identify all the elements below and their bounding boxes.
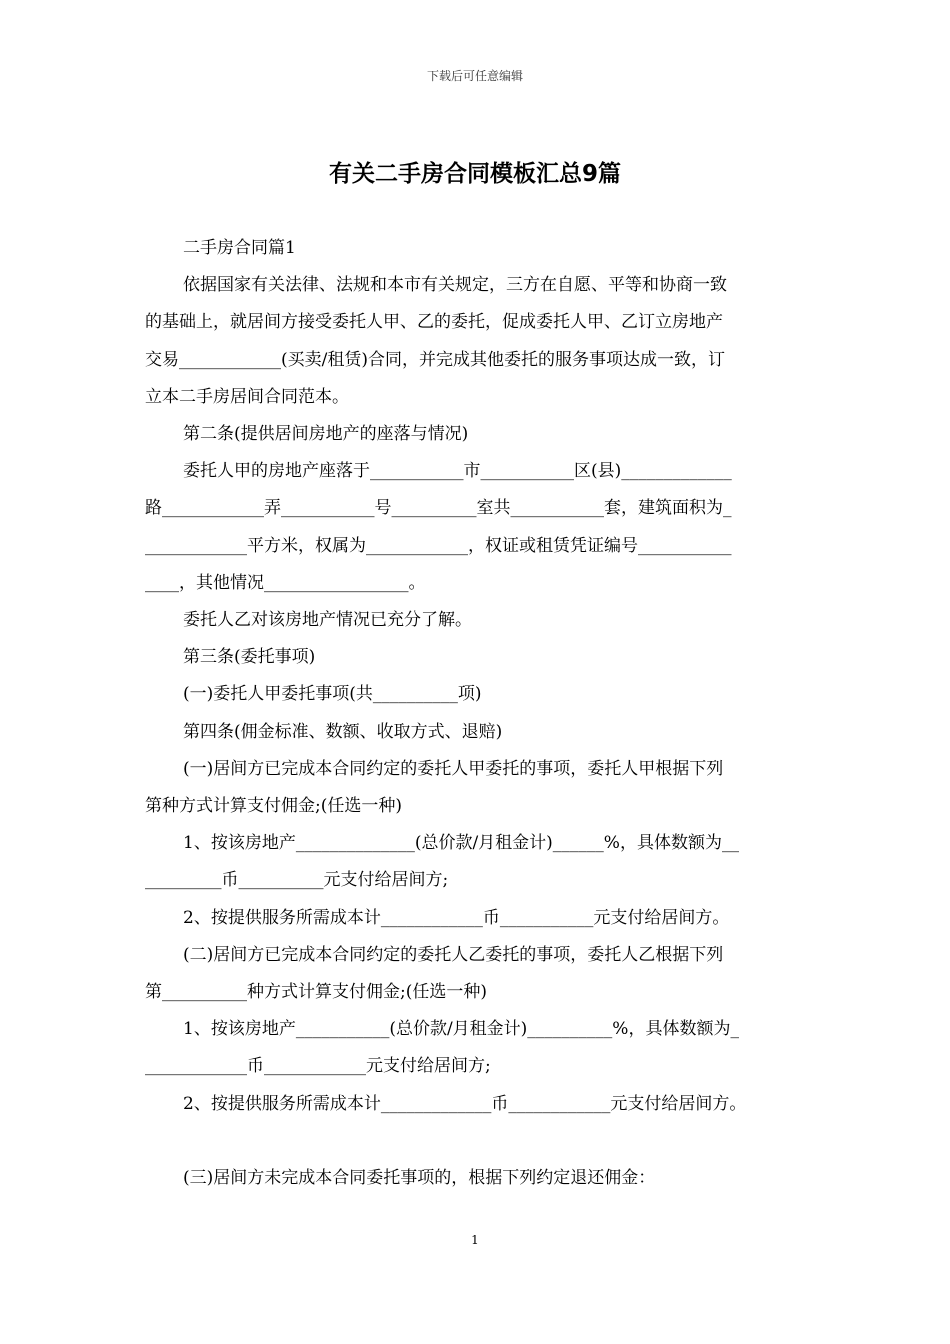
paragraph-line: (三)居间方未完成本合同委托事项的，根据下列约定退还佣金：	[183, 1167, 656, 1188]
paragraph-line: 依据国家有关法律、法规和本市有关规定，三方在自愿、平等和协商一致	[183, 275, 727, 296]
header-note: 下载后可任意编辑	[426, 69, 523, 83]
document-title: 有关二手房合同模板汇总9篇	[328, 161, 621, 187]
paragraph-line: 2、按提供服务所需成本计_____________币____________元支付给居间方。	[183, 1093, 747, 1114]
paragraph-line: 的基础上，就居间方接受委托人甲、乙的委托，促成委托人甲、乙订立房地产	[145, 312, 723, 333]
page-number: 1	[471, 1233, 479, 1247]
paragraph-line: ____，其他情况_________________。	[145, 572, 426, 593]
paragraph-line: 第种方式计算支付佣金;(任选一种)	[145, 796, 402, 817]
document-body	[145, 230, 815, 1197]
paragraph-line: 委托人甲的房地产座落于___________市___________区(县)_____________	[183, 461, 732, 482]
paragraph-line: 委托人乙对该房地产情况已充分了解。	[183, 610, 472, 631]
paragraph-line: (一)委托人甲委托事项(共__________项)	[183, 684, 482, 705]
paragraph-line: 2、按提供服务所需成本计____________币___________元支付给居间方。	[183, 907, 730, 928]
clause-heading: 第三条(委托事项)	[183, 647, 316, 668]
paragraph-spacer	[145, 1123, 815, 1160]
paragraph-line: (二)居间方已完成本合同约定的委托人乙委托的事项，委托人乙根据下列	[183, 944, 724, 965]
paragraph-line: 1、按该房地产______________(总价款/月租金计)______%，具体数额为__	[183, 833, 739, 854]
paragraph-line: ____________币____________元支付给居间方;	[145, 1056, 491, 1077]
section-heading: 二手房合同篇1	[183, 238, 296, 258]
clause-heading: 第四条(佣金标准、数额、收取方式、退赔)	[183, 721, 503, 742]
paragraph-line: ____________平方米，权属为____________，权证或租赁凭证编号___________	[145, 535, 732, 556]
paragraph-line: (一)居间方已完成本合同约定的委托人甲委托的事项，委托人甲根据下列	[183, 758, 724, 779]
clause-heading: 第二条(提供居间房地产的座落与情况)	[183, 424, 469, 445]
paragraph-line: 1、按该房地产___________(总价款/月租金计)__________%，具体数额为_	[183, 1019, 739, 1040]
paragraph-line: 立本二手房居间合同范本。	[145, 386, 349, 407]
paragraph-line: 第__________种方式计算支付佣金;(任选一种)	[145, 982, 487, 1003]
paragraph-line: 路____________弄___________号__________室共___________套，建筑面积为_	[145, 498, 732, 519]
paragraph-line: _________币__________元支付给居间方;	[145, 870, 449, 891]
paragraph-line: 交易____________(买卖/租赁)合同，并完成其他委托的服务事项达成一致，订	[145, 349, 725, 370]
